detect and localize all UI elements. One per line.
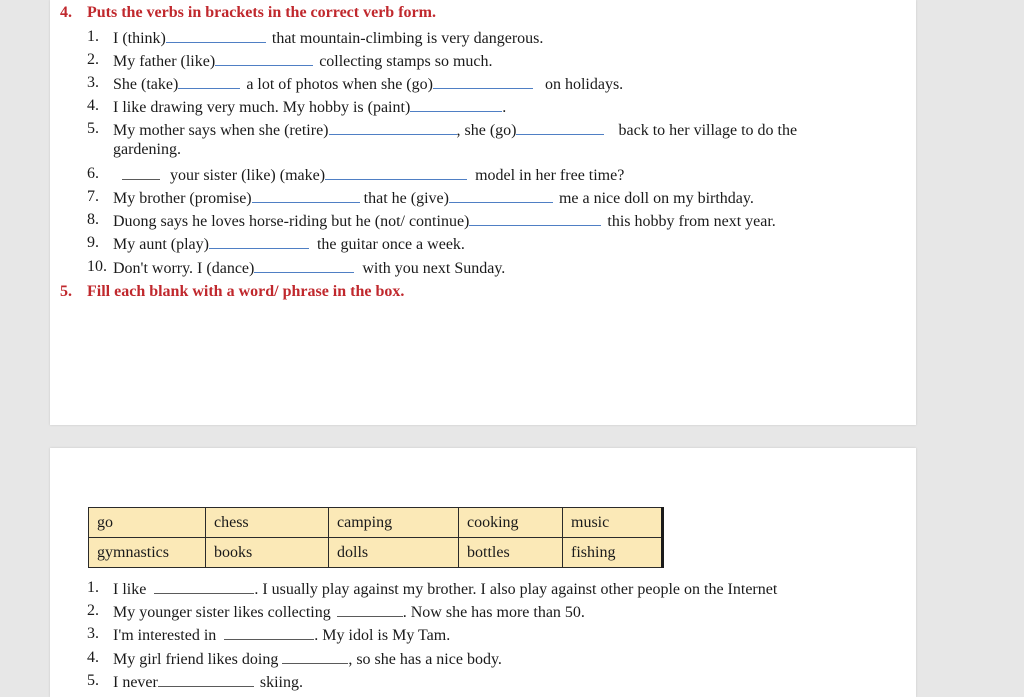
- answer-blank[interactable]: [282, 648, 348, 664]
- answer-blank[interactable]: [337, 601, 403, 617]
- question-item: Duong says he loves horse-riding but he (not/ continue) this hobby from next year.: [113, 210, 776, 232]
- answer-blank[interactable]: [154, 578, 254, 594]
- word-cell: dolls: [329, 538, 459, 568]
- answer-blank[interactable]: [166, 27, 266, 43]
- word-cell: go: [89, 508, 206, 538]
- question-item: My father (like) collecting stamps so much.: [113, 50, 493, 72]
- item-number: 3.: [87, 74, 99, 91]
- question-item: I (think) that mountain-climbing is very dangerous.: [113, 27, 543, 49]
- word-cell: fishing: [563, 538, 663, 568]
- question-item: She (take) a lot of photos when she (go) on holidays.: [113, 73, 623, 95]
- exercise-4-heading: Puts the verbs in brackets in the correct verb form.: [87, 4, 436, 21]
- item-number: 10.: [87, 258, 107, 275]
- word-box: [88, 507, 664, 568]
- question-item: I like drawing very much. My hobby is (paint) .: [113, 96, 506, 118]
- word-cell: music: [563, 508, 663, 538]
- word-cell: camping: [329, 508, 459, 538]
- item-number: 2.: [87, 602, 99, 619]
- answer-blank[interactable]: [252, 187, 360, 203]
- answer-blank[interactable]: [215, 50, 313, 66]
- answer-blank[interactable]: [433, 73, 533, 89]
- exercise-5-number: 5.: [60, 283, 72, 300]
- question-item: I never skiing.: [113, 671, 303, 693]
- question-item: My brother (promise) that he (give) me a nice doll on my birthday.: [113, 187, 754, 209]
- question-item: I'm interested in . My idol is My Tam.: [113, 624, 450, 646]
- word-cell: chess: [206, 508, 329, 538]
- question-item: My younger sister likes collecting . Now she has more than 50.: [113, 601, 585, 623]
- question-item: Don't worry. I (dance) with you next Sunday.: [113, 257, 505, 279]
- question-item: your sister (like) (make) model in her free time?: [122, 164, 624, 186]
- item-number: 8.: [87, 211, 99, 228]
- page-exercise-4: [50, 0, 916, 425]
- page-exercise-5: [50, 448, 916, 697]
- word-cell: books: [206, 538, 329, 568]
- question-item-continuation: gardening.: [113, 141, 181, 158]
- question-item: My girl friend likes doing , so she has a nice body.: [113, 648, 502, 670]
- answer-blank[interactable]: [158, 671, 254, 687]
- answer-blank[interactable]: [122, 164, 160, 180]
- answer-blank[interactable]: [329, 119, 457, 135]
- question-item: My aunt (play) the guitar once a week.: [113, 233, 465, 255]
- item-number: 3.: [87, 625, 99, 642]
- exercise-5-heading: Fill each blank with a word/ phrase in the box.: [87, 283, 405, 300]
- answer-blank[interactable]: [224, 624, 314, 640]
- item-number: 9.: [87, 234, 99, 251]
- answer-blank[interactable]: [410, 96, 502, 112]
- answer-blank[interactable]: [516, 119, 604, 135]
- item-number: 5.: [87, 672, 99, 689]
- question-item: I like . I usually play against my brother. I also play against other people on the Internet: [113, 578, 777, 600]
- item-number: 4.: [87, 649, 99, 666]
- word-box-row: [89, 538, 663, 568]
- word-cell: cooking: [459, 508, 563, 538]
- exercise-4-number: 4.: [60, 4, 72, 21]
- word-box-row: [89, 508, 663, 538]
- word-cell: bottles: [459, 538, 563, 568]
- answer-blank[interactable]: [209, 233, 309, 249]
- question-item: My mother says when she (retire) , she (go) back to her village to do the: [113, 119, 797, 141]
- item-number: 2.: [87, 51, 99, 68]
- answer-blank[interactable]: [469, 210, 601, 226]
- word-cell: gymnastics: [89, 538, 206, 568]
- answer-blank[interactable]: [449, 187, 553, 203]
- item-number: 1.: [87, 28, 99, 45]
- item-number: 1.: [87, 579, 99, 596]
- item-number: 6.: [87, 165, 99, 182]
- item-number: 7.: [87, 188, 99, 205]
- answer-blank[interactable]: [178, 73, 240, 89]
- item-number: 4.: [87, 97, 99, 114]
- item-number: 5.: [87, 120, 99, 137]
- answer-blank[interactable]: [254, 257, 354, 273]
- answer-blank[interactable]: [325, 164, 467, 180]
